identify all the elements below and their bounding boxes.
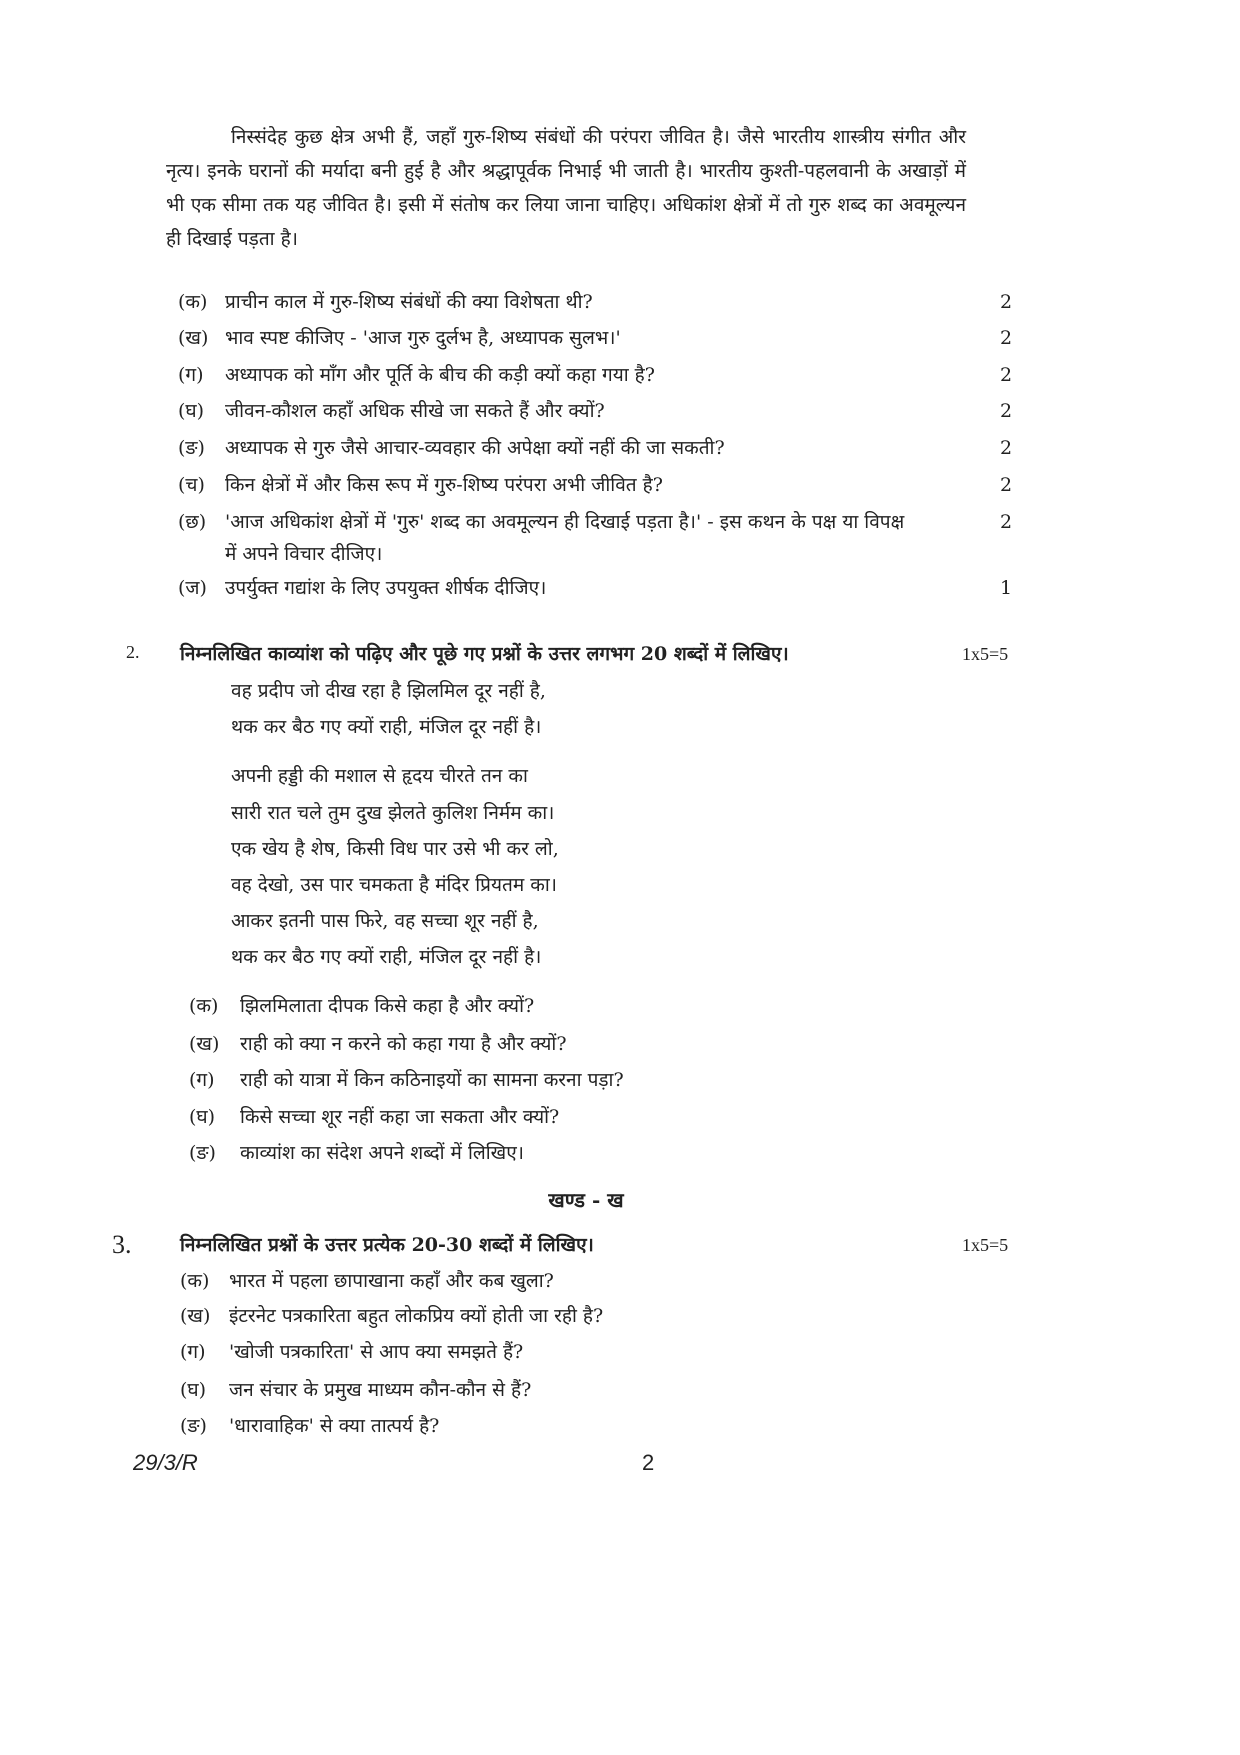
item-label: (घ) (189, 1106, 216, 1128)
item-text: अध्यापक को माँग और पूर्ति के बीच की कड़ी क्यों कहा गया है? (225, 364, 655, 386)
poem-line: थक कर बैठ गए क्यों राही, मंजिल दूर नहीं है। (231, 946, 542, 968)
item-text: भाव स्पष्ट कीजिए - 'आज गुरु दुर्लभ है, अध्यापक सुलभ।' (225, 327, 621, 349)
item-label: (ग) (180, 1341, 206, 1363)
question-marks: 1x5=5 (962, 1235, 1009, 1255)
item-label: (ग) (178, 364, 204, 386)
item-marks: 2 (1000, 437, 1013, 459)
item-text: इंटरनेट पत्रकारिता बहुत लोकप्रिय क्यों होती जा रही है? (229, 1305, 604, 1327)
item-label: (क) (189, 995, 219, 1017)
page-number: 2 (642, 1450, 655, 1475)
item-label: (छ) (178, 511, 207, 533)
item-text: किन क्षेत्रों में और किस रूप में गुरु-शिष्य परंपरा अभी जीवित है? (225, 474, 663, 496)
item-text: राही को यात्रा में किन कठिनाइयों का सामना करना पड़ा? (240, 1069, 624, 1091)
item-text: जन संचार के प्रमुख माध्यम कौन-कौन से हैं? (229, 1379, 532, 1401)
question-instruction: निम्नलिखित प्रश्नों के उत्तर प्रत्येक 20-30 शब्दों में लिखिए। (180, 1234, 594, 1256)
item-marks: 2 (1000, 474, 1013, 496)
item-label: (च) (178, 474, 205, 496)
item-marks: 2 (1000, 291, 1013, 313)
item-marks: 2 (1000, 511, 1013, 533)
item-text: अध्यापक से गुरु जैसे आचार-व्यवहार की अपेक्षा क्यों नहीं की जा सकती? (225, 437, 725, 459)
item-text-continued: में अपने विचार दीजिए। (225, 543, 383, 565)
item-label: (ख) (189, 1033, 220, 1055)
item-label: (ख) (178, 327, 209, 349)
item-label: (घ) (180, 1379, 207, 1401)
item-text: काव्यांश का संदेश अपने शब्दों में लिखिए। (240, 1142, 524, 1164)
item-label: (क) (178, 291, 208, 313)
paper-code: 29/3/R (133, 1450, 198, 1475)
item-marks: 2 (1000, 327, 1013, 349)
question-instruction: निम्नलिखित काव्यांश को पढ़िए और पूछे गए प्रश्नों के उत्तर लगभग 20 शब्दों में लिखिए। (180, 643, 789, 665)
item-label: (ख) (180, 1305, 211, 1327)
poem-line: सारी रात चले तुम दुख झेलते कुलिश निर्मम का। (231, 802, 555, 824)
item-label: (ज) (178, 577, 207, 599)
item-label: (ग) (189, 1069, 215, 1091)
item-text: प्राचीन काल में गुरु-शिष्य संबंधों की क्या विशेषता थी? (225, 291, 593, 313)
item-label: (ङ) (189, 1142, 216, 1164)
item-text: जीवन-कौशल कहाँ अधिक सीखे जा सकते हैं और क्यों? (225, 400, 605, 422)
poem-line: अपनी हड्डी की मशाल से हृदय चीरते तन का (231, 765, 528, 787)
item-marks: 2 (1000, 364, 1013, 386)
poem-line: वह देखो, उस पार चमकता है मंदिर प्रियतम का। (231, 874, 557, 896)
item-text: 'धारावाहिक' से क्या तात्पर्य है? (229, 1415, 440, 1437)
item-label: (क) (180, 1270, 210, 1292)
question-marks: 1x5=5 (962, 644, 1009, 664)
poem-line: आकर इतनी पास फिरे, वह सच्चा शूर नहीं है, (231, 910, 539, 932)
item-marks: 2 (1000, 400, 1013, 422)
poem-line: थक कर बैठ गए क्यों राही, मंजिल दूर नहीं है। (231, 716, 542, 738)
item-label: (ङ) (180, 1415, 207, 1437)
section-heading: खण्ड - ख (548, 1188, 624, 1212)
item-text: 'आज अधिकांश क्षेत्रों में 'गुरु' शब्द का अवमूल्यन ही दिखाई पड़ता है।' - इस कथन के पक्ष या विपक्ष (225, 511, 905, 533)
item-text: किसे सच्चा शूर नहीं कहा जा सकता और क्यों? (240, 1106, 560, 1128)
item-label: (ङ) (178, 437, 205, 459)
poem-line: वह प्रदीप जो दीख रहा है झिलमिल दूर नहीं है, (231, 680, 546, 702)
poem-line: एक खेय है शेष, किसी विध पार उसे भी कर लो, (231, 838, 559, 860)
item-text: भारत में पहला छापाखाना कहाँ और कब खुला? (229, 1270, 554, 1292)
question-number: 3. (112, 1230, 132, 1259)
item-text: राही को क्या न करने को कहा गया है और क्यों? (240, 1033, 567, 1055)
passage-text: निस्संदेह कुछ क्षेत्र अभी हैं, जहाँ गुरु-शिष्य संबंधों की परंपरा जीवित है। जैसे भारतीय शास्त्रीय संगीत और नृत्य। इनके घरानों की मर्यादा बनी हुई है और श्रद्धापूर्वक निभाई भी जाती है। भारतीय कुश्ती-पहलवानी के अखाड़ों में भी एक सीमा तक यह जीवित है। इसी में संतोष कर लिया जाना चाहिए। अधिकांश क्षेत्रों में तो गुरु शब्द का अवमूल्यन ही दिखाई पड़ता है। (166, 126, 966, 250)
item-text: उपर्युक्त गद्यांश के लिए उपयुक्त शीर्षक दीजिए। (225, 577, 547, 599)
question-number: 2. (126, 642, 140, 662)
item-text: झिलमिलाता दीपक किसे कहा है और क्यों? (240, 995, 535, 1017)
item-marks: 1 (1000, 577, 1013, 599)
item-text: 'खोजी पत्रकारिता' से आप क्या समझते हैं? (229, 1341, 524, 1363)
item-label: (घ) (178, 400, 205, 422)
